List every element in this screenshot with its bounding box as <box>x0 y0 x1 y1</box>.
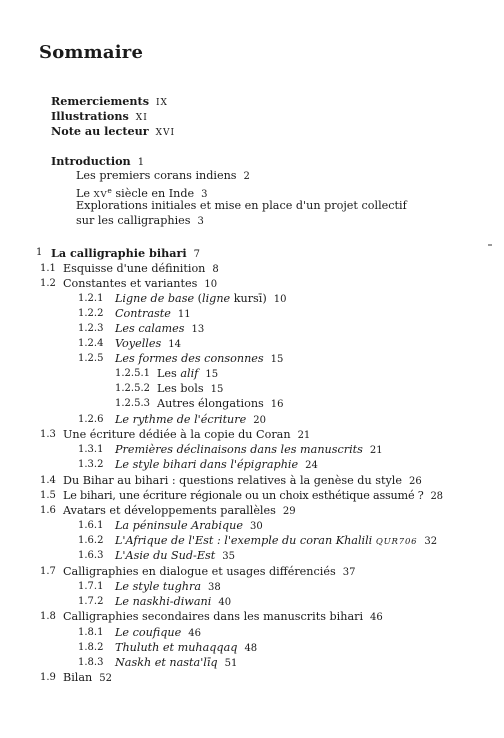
toc-label-mid: ( <box>194 292 203 305</box>
toc-entry-introduction[interactable] <box>51 154 144 170</box>
toc-page: 2 <box>243 171 250 182</box>
toc-page: 37 <box>342 567 356 578</box>
toc-entry-1-2-5-2[interactable] <box>157 382 223 397</box>
toc-page: 11 <box>177 309 191 320</box>
page-title: Sommaire <box>39 42 144 63</box>
toc-entry-1-3-1[interactable] <box>115 443 383 458</box>
toc-number: 1.3.1 <box>78 444 104 455</box>
toc-page: 21 <box>369 445 383 456</box>
toc-label: Introduction <box>51 154 131 168</box>
toc-page: 10 <box>204 279 218 290</box>
toc-label-post: siècle en Inde <box>111 187 195 200</box>
toc-page: 26 <box>408 476 422 487</box>
toc-number: 1.2 <box>40 278 56 289</box>
toc-entry-1-2-2[interactable] <box>115 307 191 322</box>
toc-number: 1.6.3 <box>78 550 104 561</box>
toc-label-it2: ligne <box>202 292 231 305</box>
toc-label: Les bols <box>157 382 204 395</box>
toc-number: 1.5 <box>40 490 56 501</box>
toc-page: 46 <box>370 612 383 623</box>
toc-label: Bilan <box>63 671 93 684</box>
toc-page: 52 <box>99 673 112 684</box>
toc-label: Calligraphies secondaires dans les manuscrits bihari <box>63 610 364 623</box>
toc-label: sur les calligraphies <box>76 214 191 227</box>
toc-label-pre: Le <box>76 187 94 200</box>
toc-page: 24 <box>305 460 318 471</box>
toc-page: 15 <box>205 369 219 380</box>
toc-page: 40 <box>218 597 232 608</box>
toc-label: Le coufique <box>115 626 182 639</box>
toc-label: Le rythme de l'écriture <box>115 413 247 426</box>
toc-number: 1.2.5 <box>78 353 104 364</box>
toc-label: Calligraphies en dialogue et usages différenciés <box>63 565 336 578</box>
toc-page: XI <box>135 113 148 123</box>
toc-entry-1-6[interactable] <box>63 504 296 519</box>
toc-number: 1.6 <box>40 505 56 516</box>
toc-label: Note au lecteur <box>51 124 149 138</box>
toc-label: L'Asie du Sud-Est <box>115 549 216 562</box>
toc-entry-1-4[interactable] <box>63 474 422 489</box>
toc-label: Les premiers corans indiens <box>76 169 237 182</box>
toc-page: 16 <box>270 399 284 410</box>
toc-label: Le bihari, une écriture régionale ou un choix esthétique assumé ? <box>63 489 424 502</box>
toc-page: IX <box>156 98 168 108</box>
toc-label: La péninsule Arabique <box>115 519 243 532</box>
toc-entry-intro-3[interactable] <box>76 199 407 213</box>
toc-number: 1.9 <box>40 672 56 683</box>
toc-entry-1-6-2[interactable] <box>115 534 437 549</box>
toc-label-pre: Les <box>157 367 181 380</box>
toc-page: 7 <box>193 249 200 260</box>
toc-page: 32 <box>424 536 438 547</box>
toc-page: 1 <box>137 157 145 168</box>
toc-entry-1-2-1[interactable] <box>115 292 286 307</box>
toc-page: 21 <box>297 430 311 441</box>
toc-label-sc: QUR706 <box>375 537 418 547</box>
toc-label: Le naskhi-diwani <box>115 595 212 608</box>
toc-label: Une écriture dédiée à la copie du Coran <box>63 428 291 441</box>
toc-number: 1.2.5.3 <box>115 398 150 409</box>
toc-chapter-number: 1 <box>36 247 43 258</box>
toc-entry-remerciements[interactable] <box>51 94 168 110</box>
toc-entry-intro-1[interactable] <box>76 169 250 184</box>
toc-page: 8 <box>212 264 219 275</box>
toc-number: 1.7 <box>40 566 56 577</box>
toc-label: Autres élongations <box>157 397 264 410</box>
toc-label: Avatars et développements parallèles <box>63 504 276 517</box>
toc-number: 1.3.2 <box>78 459 104 470</box>
toc-label: Explorations initiales et mise en place d'un projet collectif <box>76 199 407 212</box>
toc-label-it: Ligne de base <box>115 292 195 305</box>
toc-label-century: XV <box>93 190 108 200</box>
toc-label-post: kursī) <box>230 292 267 305</box>
toc-entry-intro-3-cont[interactable] <box>76 214 204 229</box>
toc-number: 1.2.5.1 <box>115 368 150 379</box>
toc-entry-1-8-3[interactable] <box>115 656 237 671</box>
toc-label: Remerciements <box>51 94 149 108</box>
toc-page: 35 <box>222 551 235 562</box>
toc-label: Premières déclinaisons dans les manuscrits <box>115 443 363 456</box>
toc-number: 1.8.3 <box>78 657 104 668</box>
toc-entry-1-2-6[interactable] <box>115 413 266 428</box>
toc-page: 14 <box>168 339 181 350</box>
toc-number: 1.8.1 <box>78 627 104 638</box>
toc-entry-note-au-lecteur[interactable] <box>51 124 175 140</box>
toc-page: 3 <box>201 189 208 200</box>
toc-label-it: alif <box>180 367 199 380</box>
toc-number: 1.7.2 <box>78 596 104 607</box>
toc-entry-1-6-1[interactable] <box>115 519 263 534</box>
toc-page: 10 <box>273 294 287 305</box>
toc-number: 1.3 <box>40 429 56 440</box>
toc-number: 1.2.6 <box>78 414 104 425</box>
toc-label: La calligraphie bihari <box>51 246 187 260</box>
toc-label: Le style bihari dans l'épigraphie <box>115 458 299 471</box>
toc-page: 29 <box>282 506 296 517</box>
toc-entry-1-2-3[interactable] <box>115 322 204 337</box>
toc-entry-1-6-3[interactable] <box>115 549 235 564</box>
toc-page: 51 <box>224 658 238 669</box>
toc-page: 30 <box>249 521 263 532</box>
toc-entry-1-2[interactable] <box>63 277 217 292</box>
toc-label: Illustrations <box>51 109 129 123</box>
toc-page: XVI <box>155 128 176 138</box>
toc-number: 1.2.3 <box>78 323 104 334</box>
toc-number: 1.2.5.2 <box>115 383 150 394</box>
toc-number: 1.4 <box>40 475 56 486</box>
toc-entry-illustrations[interactable] <box>51 109 148 125</box>
toc-label-it: tughra <box>162 580 202 593</box>
toc-label: Les calames <box>115 322 185 335</box>
toc-number: 1.1 <box>40 263 56 274</box>
toc-page: 28 <box>430 491 443 502</box>
toc-number: 1.6.1 <box>78 520 104 531</box>
toc-number: 1.2.4 <box>78 338 104 349</box>
toc-page: 38 <box>208 582 221 593</box>
toc-entry-1-2-5-1[interactable] <box>157 367 218 382</box>
toc-entry-1-2-4[interactable] <box>115 337 181 352</box>
toc-number: 1.8.2 <box>78 642 104 653</box>
toc-page: 20 <box>253 415 266 426</box>
margin-mark <box>488 244 492 246</box>
toc-number: 1.8 <box>40 611 56 622</box>
toc-entry-1-8-1[interactable] <box>115 626 201 641</box>
toc-entry-1-2-5-3[interactable] <box>157 397 284 412</box>
toc-number: 1.7.1 <box>78 581 104 592</box>
toc-label: Constantes et variantes <box>63 277 198 290</box>
toc-page: 13 <box>191 324 205 335</box>
toc-page: 15 <box>210 384 224 395</box>
toc-label-pre: Le style <box>115 580 163 593</box>
toc-label: Naskh et nasta'līq <box>115 656 218 669</box>
toc-page: 3 <box>197 216 204 227</box>
toc-entry-1-7-2[interactable] <box>115 595 231 610</box>
toc-entry-1-5[interactable] <box>63 489 443 504</box>
toc-page: 46 <box>188 628 201 639</box>
toc-number: 1.2.1 <box>78 293 104 304</box>
toc-number: 1.6.2 <box>78 535 104 546</box>
toc-label-sup: e <box>107 186 112 195</box>
toc-entry-1-1[interactable] <box>63 262 219 277</box>
toc-entry-1-7-1[interactable] <box>115 580 221 595</box>
toc-entry-1-8[interactable] <box>63 610 383 625</box>
toc-label: Esquisse d'une définition <box>63 262 206 275</box>
toc-label: Voyelles <box>115 337 162 350</box>
toc-entry-1-9[interactable] <box>63 671 112 686</box>
toc-page: 15 <box>270 354 284 365</box>
toc-entry-1-8-2[interactable] <box>115 641 257 656</box>
toc-entry-1-3-2[interactable] <box>115 458 318 473</box>
toc-label: L'Afrique de l'Est : l'exemple du coran Khalili <box>115 534 373 547</box>
toc-number: 1.2.2 <box>78 308 104 319</box>
toc-label: Thuluth et muhaqqaq <box>115 641 238 654</box>
toc-label: Du Bihar au bihari : questions relatives à la genèse du style <box>63 474 402 487</box>
toc-entry-1-3[interactable] <box>63 428 310 443</box>
toc-entry-chapter-1[interactable] <box>51 246 200 262</box>
toc-page: 48 <box>244 643 258 654</box>
toc-entry-1-2-5[interactable] <box>115 352 283 367</box>
toc-label: Contraste <box>115 307 171 320</box>
toc-entry-1-7[interactable] <box>63 565 355 580</box>
toc-label: Les formes des consonnes <box>115 352 264 365</box>
